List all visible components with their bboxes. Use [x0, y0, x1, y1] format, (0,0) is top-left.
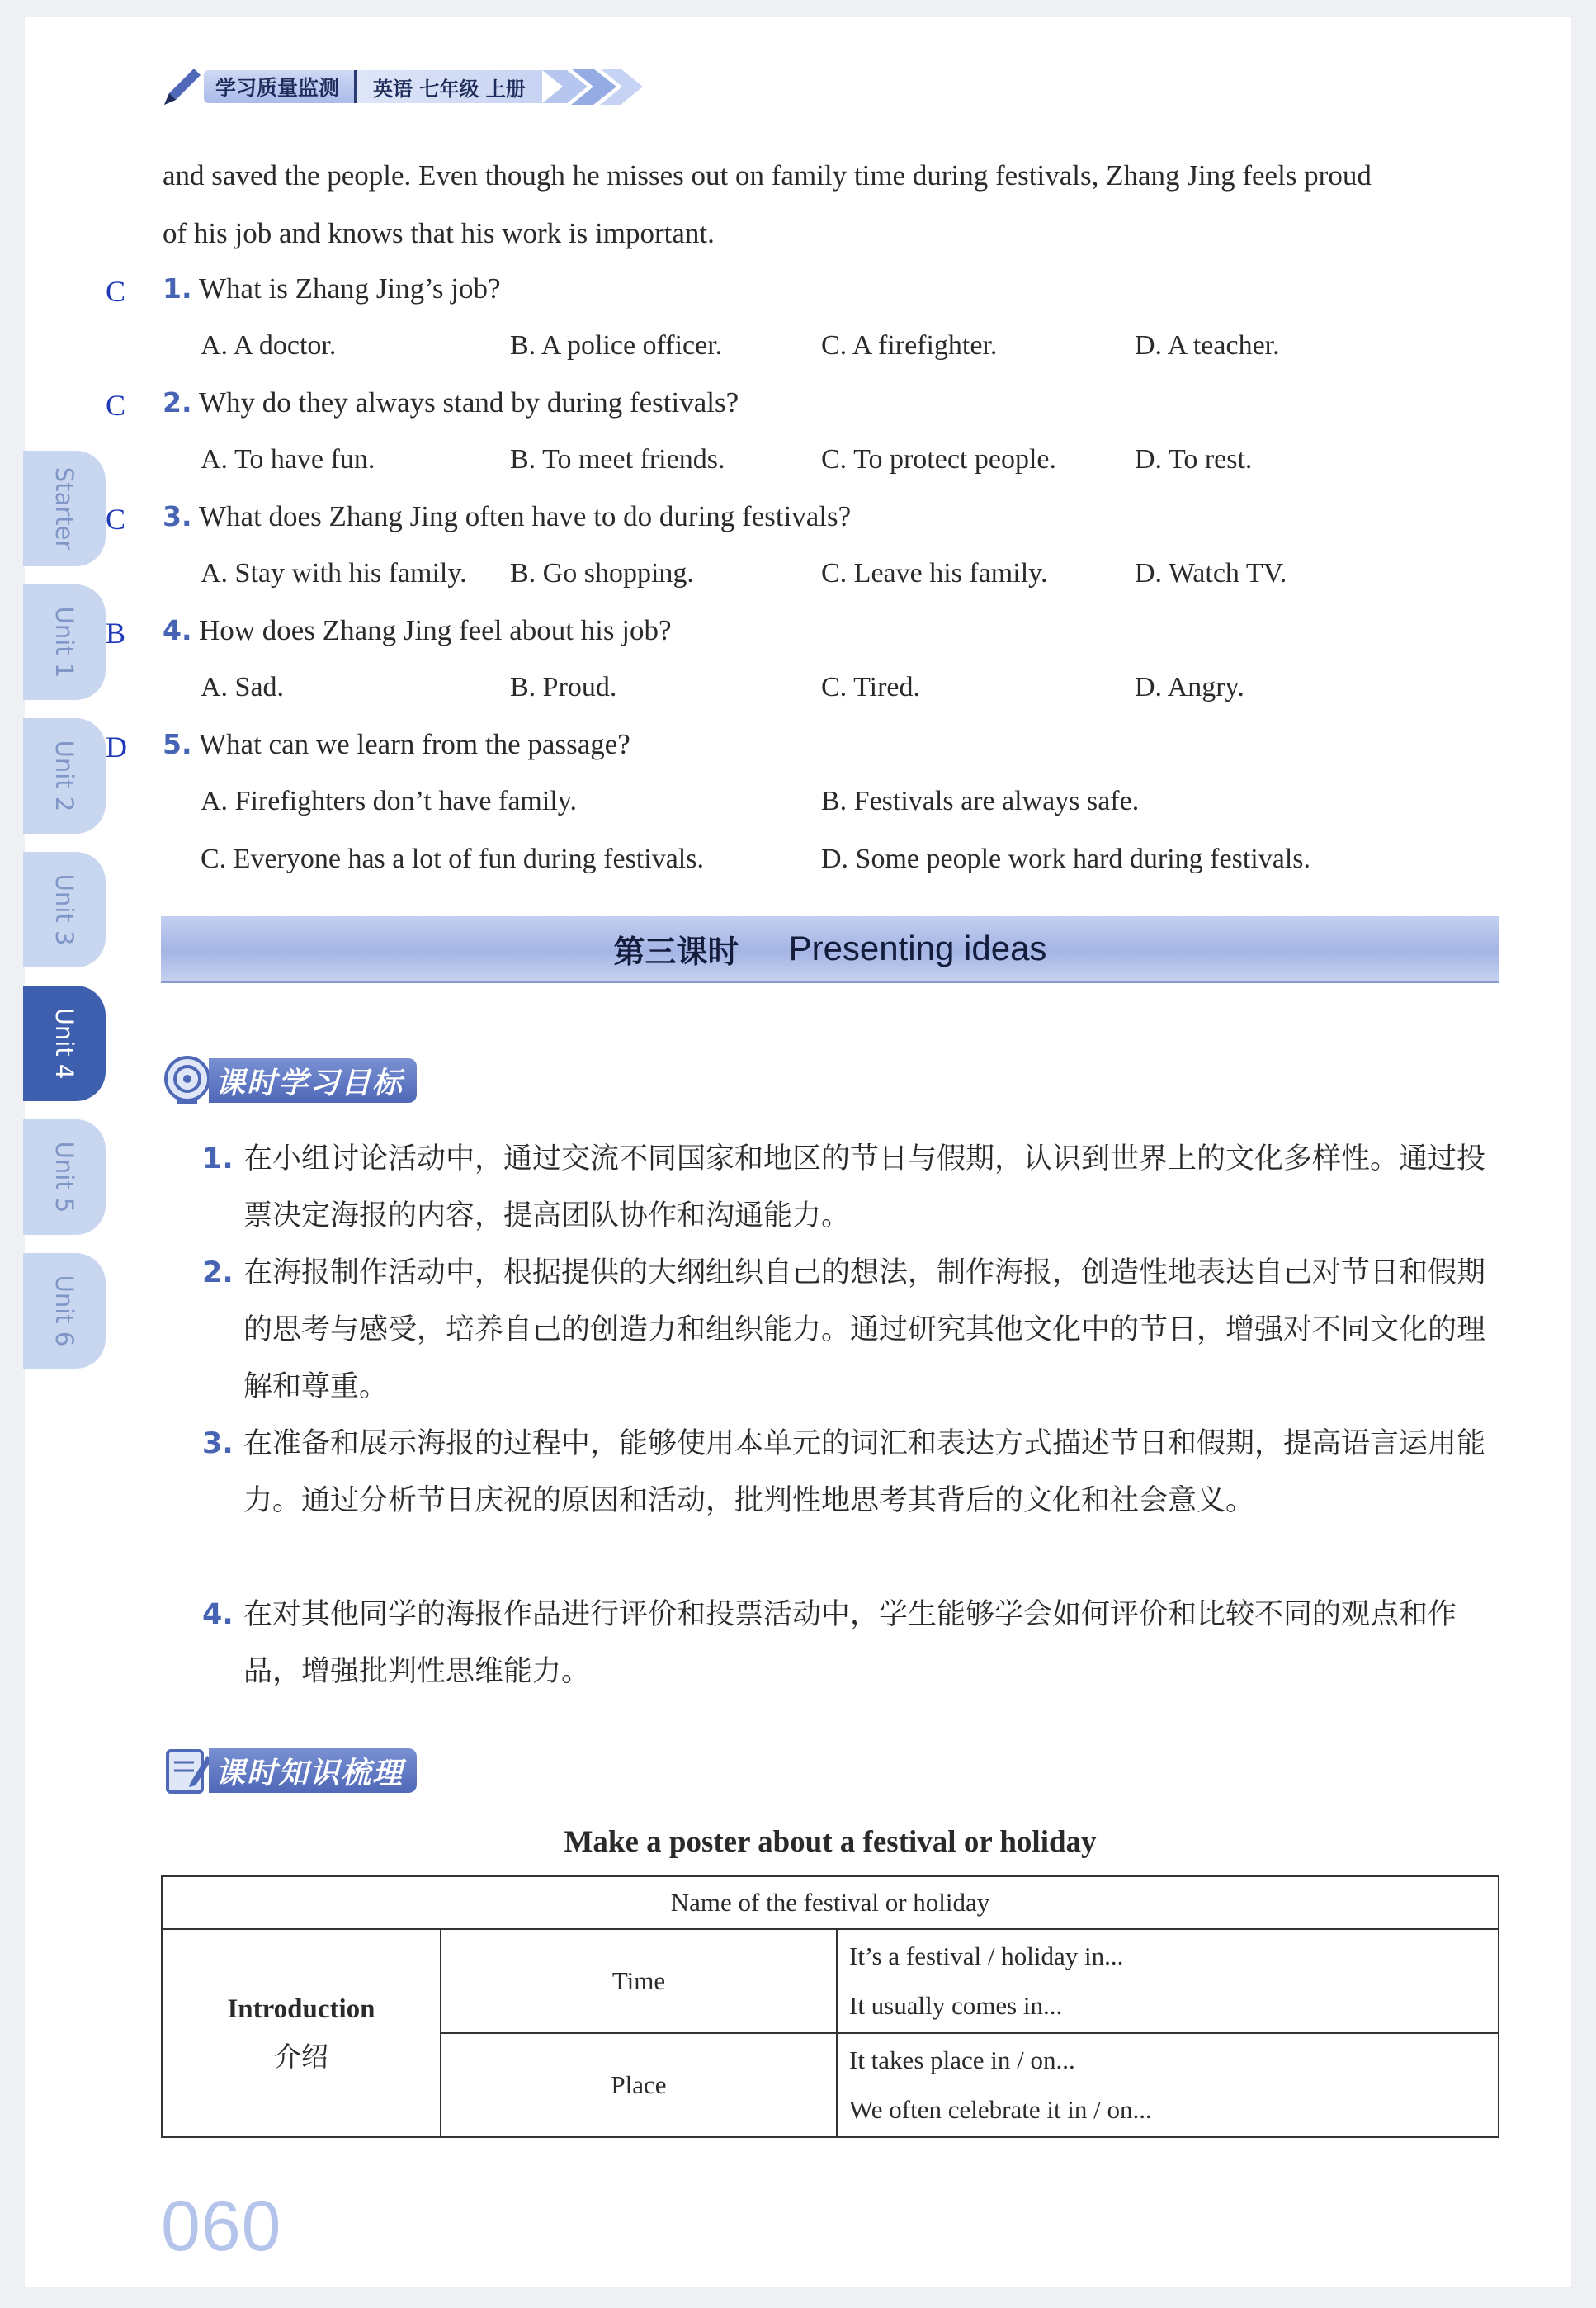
lesson-banner	[161, 916, 1499, 983]
chevron-arrows-icon	[542, 62, 649, 111]
q4-option-a: A. Sad.	[201, 672, 285, 702]
question-4: 4. How does Zhang Jing feel about his job?	[163, 614, 672, 646]
question-5: 5. What can we learn from the passage?	[163, 728, 630, 760]
q3-option-a: A. Stay with his family.	[201, 558, 467, 589]
question-1: 1. What is Zhang Jing’s job?	[163, 272, 501, 305]
table-header-cell: Name of the festival or holiday	[162, 1876, 1499, 1929]
q5-option-a: A. Firefighters don’t have family.	[201, 786, 578, 816]
q2-option-a: A. To have fun.	[201, 444, 375, 475]
tab-unit-2[interactable]: Unit 2	[23, 718, 106, 834]
q5-option-c: C. Everyone has a lot of fun during festivals.	[201, 844, 704, 874]
passage-line-1: and saved the people. Even though he misses out on family time during festivals, Zhang Jing feels proud	[163, 159, 1372, 192]
page-number: 060	[161, 2187, 282, 2266]
question-3: 3. What does Zhang Jing often have to do during festivals?	[163, 500, 852, 532]
table-row	[162, 1929, 1499, 2033]
knowledge-heading	[161, 1743, 417, 1798]
introduction-cell	[162, 1929, 441, 2137]
answer-2: C	[106, 389, 126, 422]
place-value-cell: It takes place in / on... We often celebrate it in / on...	[837, 2033, 1499, 2137]
answer-5: D	[106, 731, 127, 764]
tab-unit-4[interactable]: Unit 4	[23, 986, 106, 1101]
page-header	[161, 62, 649, 111]
goal-2: 2. 在海报制作活动中，根据提供的大纲组织自己的想法，制作海报，创造性地表达自己对节日和假期的思考与感受，培养自己的创造力和组织能力。通过研究其他文化中的节日，增强对不同文化的理解和尊重。	[202, 1256, 1486, 1403]
answer-4: B	[106, 617, 126, 650]
q2-option-c: C. To protect people.	[821, 444, 1056, 475]
answer-3: C	[106, 503, 126, 536]
lesson-number: 第三课时	[613, 933, 739, 970]
q1-option-c: C. A firefighter.	[821, 330, 998, 361]
q4-option-d: D. Angry.	[1135, 672, 1244, 702]
place-label-cell: Place	[441, 2033, 837, 2137]
knowledge-heading-label: 课时知识梳理	[209, 1748, 417, 1793]
pen-icon	[161, 65, 204, 108]
answer-1: C	[106, 275, 126, 308]
introduction-label-en: Introduction	[227, 1994, 375, 2024]
goals-heading-label: 课时学习目标	[209, 1058, 417, 1103]
q4-option-b: B. Proud.	[510, 672, 617, 702]
introduction-label-zh: 介绍	[274, 2041, 328, 2073]
goal-1: 1. 在小组讨论活动中，通过交流不同国家和地区的节日与假期，认识到世界上的文化多样性。通过投票决定海报的内容，提高团队协作和沟通能力。	[202, 1142, 1486, 1232]
tab-unit-6[interactable]: Unit 6	[23, 1253, 106, 1369]
q3-option-c: C. Leave his family.	[821, 558, 1048, 589]
table-title: Make a poster about a festival or holiday	[564, 1825, 1097, 1859]
q5-option-b: B. Festivals are always safe.	[821, 786, 1140, 816]
time-label-cell: Time	[441, 1929, 837, 2033]
notepad-icon	[161, 1744, 214, 1797]
passage-line-2: of his job and knows that his work is important.	[163, 217, 715, 249]
q1-option-d: D. A teacher.	[1135, 330, 1280, 361]
header-title: 学习质量监测	[204, 70, 354, 103]
q2-option-d: D. To rest.	[1135, 444, 1253, 475]
q1-option-b: B. A police officer.	[510, 330, 723, 361]
q2-option-b: B. To meet friends.	[510, 444, 725, 475]
q3-option-b: B. Go shopping.	[510, 558, 694, 589]
question-2: 2. Why do they always stand by during festivals?	[163, 386, 739, 419]
header-subtitle: 英语 七年级 上册	[357, 70, 542, 103]
goal-3: 3. 在准备和展示海报的过程中，能够使用本单元的词汇和表达方式描述节日和假期，提高语言运用能力。通过分析节日庆祝的原因和活动，批判性地思考其背后的文化和社会意义。	[202, 1427, 1486, 1517]
lesson-title: Presenting ideas	[788, 929, 1047, 967]
q3-option-d: D. Watch TV.	[1135, 558, 1287, 589]
poster-outline-table	[161, 1875, 1499, 2138]
target-icon	[161, 1054, 214, 1107]
time-value-cell: It’s a festival / holiday in... It usually comes in...	[837, 1929, 1499, 2033]
tab-unit-3[interactable]: Unit 3	[23, 852, 106, 967]
goals-heading	[161, 1053, 417, 1108]
tab-starter[interactable]: Starter	[23, 451, 106, 566]
tab-unit-1[interactable]: Unit 1	[23, 584, 106, 700]
table-header-row	[162, 1876, 1499, 1929]
q1-option-a: A. A doctor.	[201, 330, 337, 361]
q4-option-c: C. Tired.	[821, 672, 920, 702]
goal-4: 4. 在对其他同学的海报作品进行评价和投票活动中，学生能够学会如何评价和比较不同的观点和作品，增强批判性思维能力。	[202, 1598, 1457, 1688]
q5-option-d: D. Some people work hard during festivals.	[821, 844, 1310, 874]
tab-unit-5[interactable]: Unit 5	[23, 1119, 106, 1235]
